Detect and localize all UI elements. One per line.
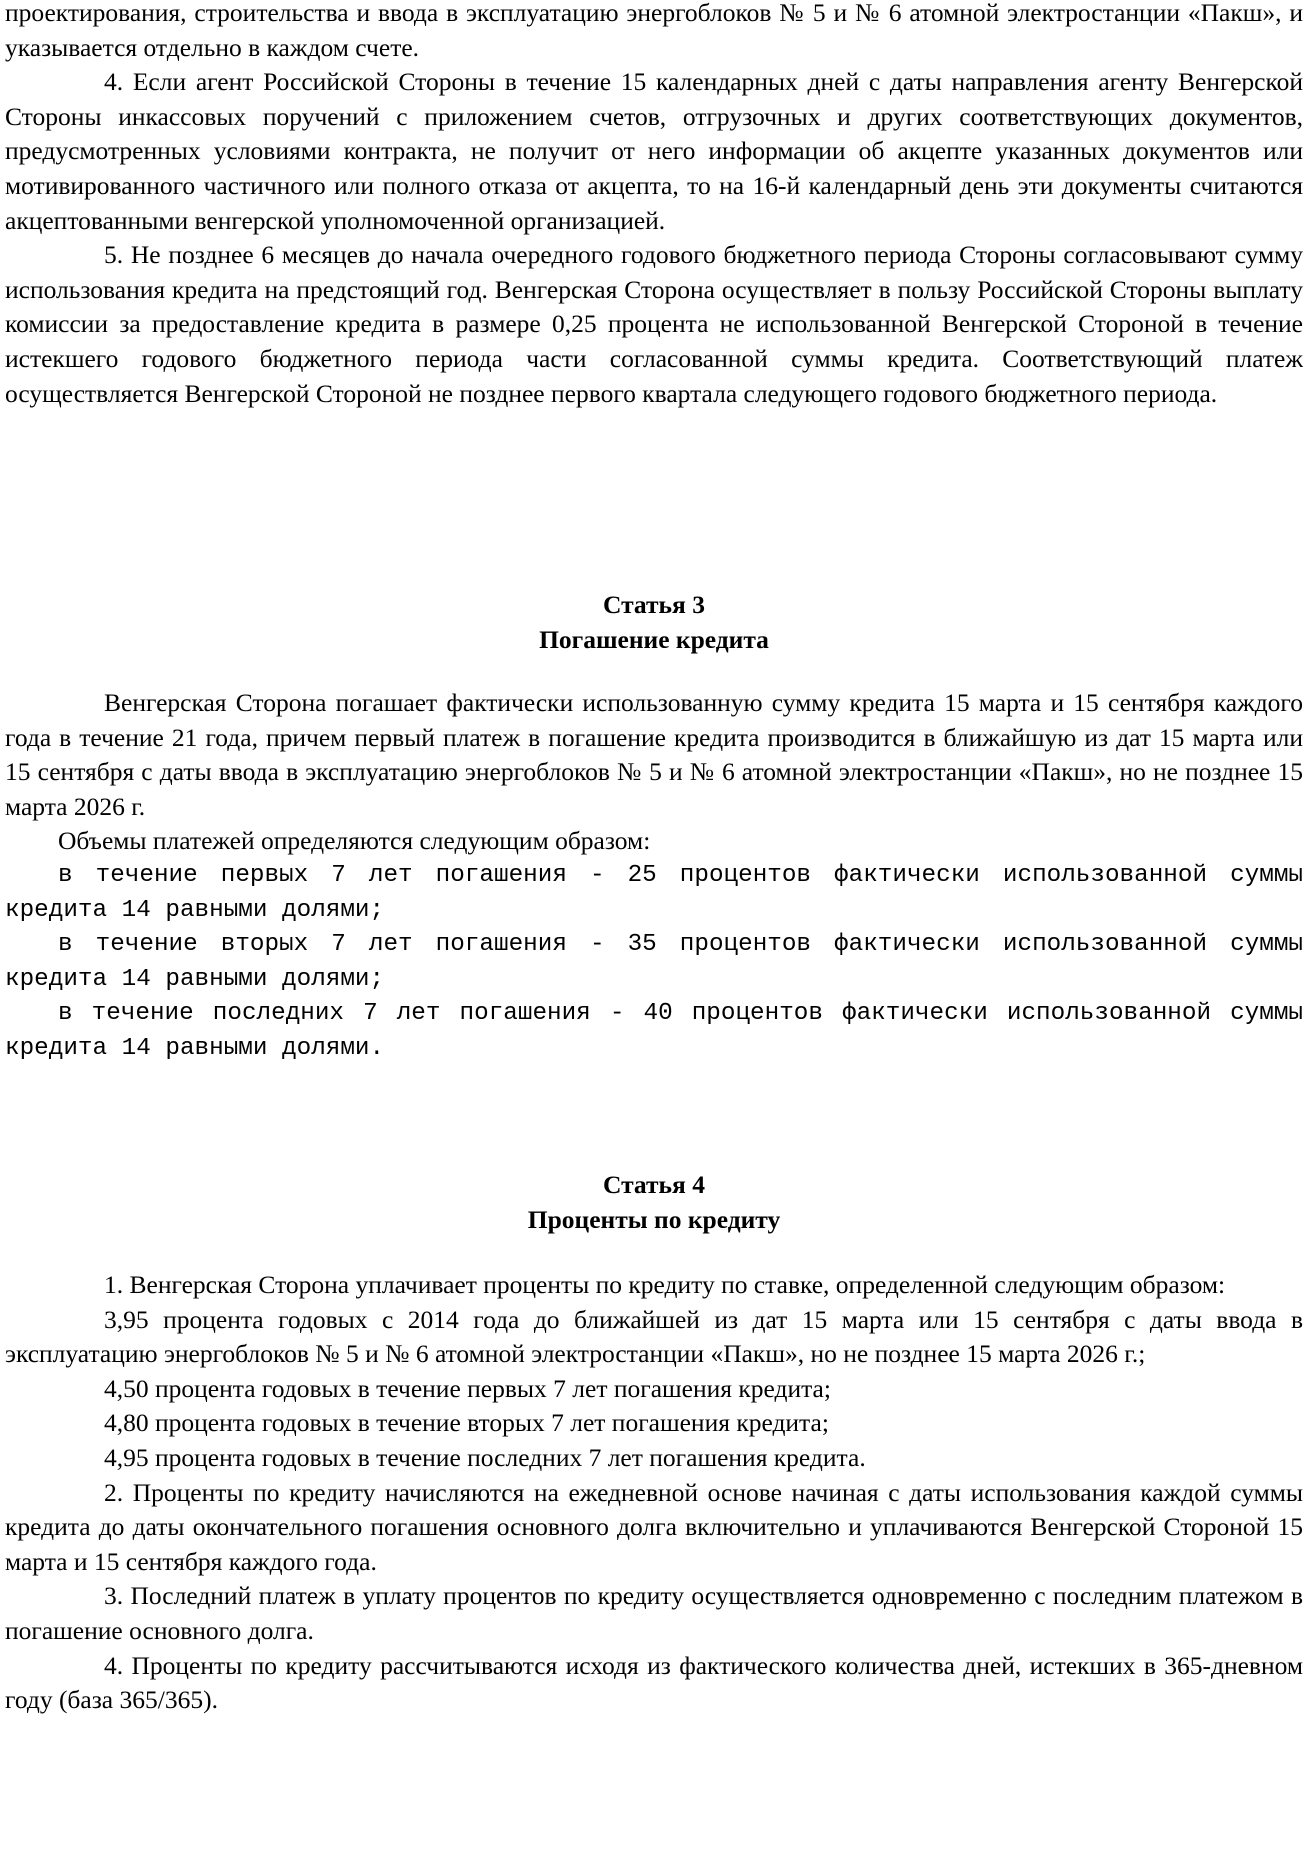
paragraph: 2. Проценты по кредиту начисляются на ежедневной основе начиная с даты использования каждой суммы кредита до даты окончательного погашения основного долга включительно и уплачиваются Венгерской Стороной 15 марта и 15 сентября каждого года. (5, 1477, 1303, 1576)
paragraph: 1. Венгерская Сторона уплачивает проценты по кредиту по ставке, определенной следующим образом: (104, 1270, 1226, 1299)
article4-number: Статья 4 (603, 1170, 705, 1199)
paragraph: Объемы платежей определяются следующим образом: (58, 826, 651, 856)
paragraph: 3,95 процента годовых с 2014 года до ближайшей из дат 15 марта или 15 сентября с даты ввода в эксплуатацию энергоблоков № 5 и № 6 атомной электростанции «Пакш», но не позднее 15 марта 2026 г.; (5, 1304, 1303, 1369)
paragraph: в течение последних 7 лет погашения - 40 процентов фактически использованной суммы кредита 14 равными долями. (5, 1000, 1303, 1062)
paragraph: в течение первых 7 лет погашения - 25 процентов фактически использованной суммы кредита 14 равными долями; (5, 861, 1303, 924)
paragraph: 4. Если агент Российской Стороны в течение 15 календарных дней с даты направления агенту Венгерской Стороны инкассовых поручений с приложением счетов, отгрузочных и других соответствующих документов, предусмотренных условиями контракта, не получит от него информации об акцепте указанных документов или мотивированного частичного или полного отказа от акцепта, то на 16-й календарный день эти документы считаются акцептованными венгерской уполномоченной организацией. (5, 67, 1303, 235)
article3-title: Погашение кредита (539, 624, 769, 654)
paragraph: 4,50 процента годовых в течение первых 7 лет погашения кредита; (104, 1373, 831, 1403)
paragraph: 3. Последний платеж в уплату процентов по кредиту осуществляется одновременно с последним платежом в погашение основного долга. (5, 1581, 1303, 1645)
article4-heading (5, 1168, 1303, 1237)
paragraph: в течение вторых 7 лет погашения - 35 процентов фактически использованной суммы кредита 14 равными долями; (5, 931, 1303, 993)
paragraph: проектирования, строительства и ввода в эксплуатацию энергоблоков № 5 и № 6 атомной электростанции «Пакш», и указывается отдельно в каждом счете. (5, 0, 1303, 62)
paragraph: 4,95 процента годовых в течение последних 7 лет погашения кредита. (104, 1442, 866, 1472)
paragraph: 5. Не позднее 6 месяцев до начала очередного годового бюджетного периода Стороны согласовывают сумму использования кредита на предстоящий год. Венгерская Сторона осуществляет в пользу Российской Стороны выплату комиссии за предоставление кредита в размере 0,25 процента не использованной Венгерской Стороной в течение истекшего годового бюджетного периода части согласованной суммы кредита. Соответствующий платеж осуществляется Венгерской Стороной не позднее первого квартала следующего годового бюджетного периода. (5, 240, 1303, 408)
article3-heading (5, 588, 1303, 657)
article2-continuation (5, 0, 1303, 411)
document-page (5, 0, 1303, 1860)
paragraph: 4,80 процента годовых в течение вторых 7 лет погашения кредита; (104, 1408, 829, 1438)
paragraph: Венгерская Сторона погашает фактически использованную сумму кредита 15 марта и 15 сентября каждого года в течение 21 года, причем первый платеж в погашение кредита производится в ближайшую из дат 15 марта или 15 сентября с даты ввода в эксплуатацию энергоблоков № 5 и № 6 атомной электростанции «Пакш», но не позднее 15 марта 2026 г. (5, 688, 1303, 821)
article3-number: Статья 3 (603, 590, 705, 619)
article4-body (5, 1268, 1303, 1718)
article4-title: Проценты по кредиту (527, 1204, 781, 1234)
article3-body (5, 686, 1303, 1067)
paragraph: 4. Проценты по кредиту рассчитываются исходя из фактического количества дней, истекших в 365-дневном году (база 365/365). (5, 1650, 1303, 1715)
